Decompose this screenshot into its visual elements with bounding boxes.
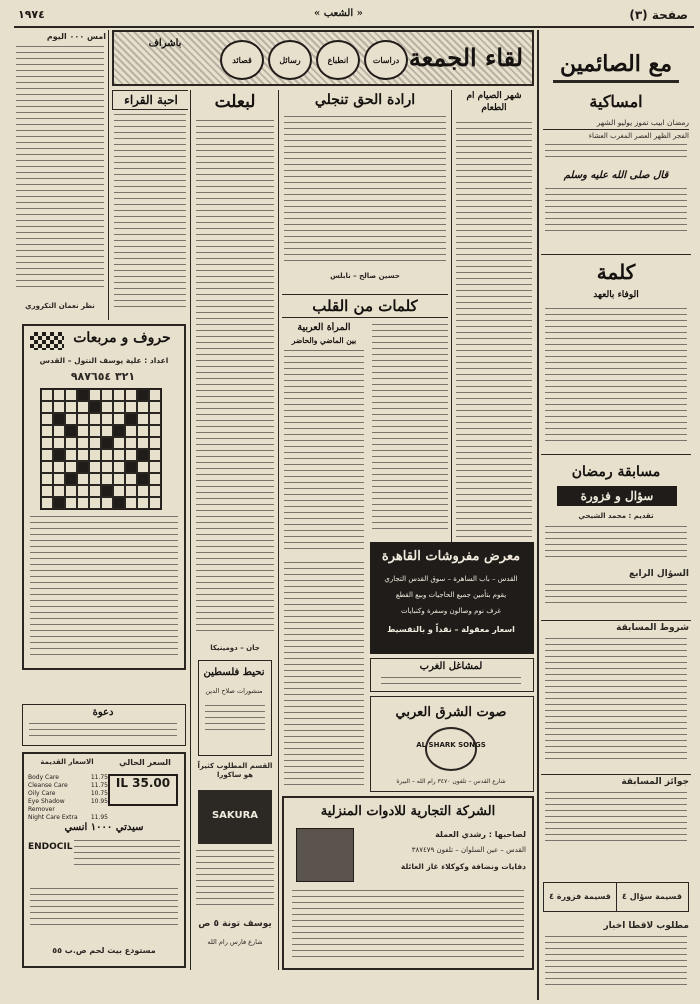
crossword-cell (113, 473, 125, 485)
crossword-cell (137, 485, 149, 497)
sakura-box (198, 790, 272, 844)
company-title: الشركة التجارية للادوات المنزلية (320, 804, 496, 819)
crossword-cell (65, 437, 77, 449)
prayer-header: الفجر الظهر العصر المغرب العشاء (588, 132, 689, 140)
crossword-cell (89, 389, 101, 401)
clothes-title: لمشاغل الغرب (419, 661, 483, 672)
crossword-cell (41, 461, 53, 473)
crossword-cell (113, 413, 125, 425)
masthead-rule (14, 26, 694, 28)
price-ad (22, 752, 186, 968)
crossword-cell (113, 497, 125, 509)
center-bottom-text (284, 562, 364, 790)
column-divider (537, 30, 539, 1000)
book-text (205, 705, 265, 745)
crossword-cell (149, 389, 161, 401)
crossword-cell (137, 413, 149, 425)
invite-text (29, 723, 177, 743)
dist-text (30, 888, 178, 938)
crossword-cell (41, 401, 53, 413)
crossword-cell (53, 413, 65, 425)
crossword-cell (137, 449, 149, 461)
price-row: Oily Care 10.75 (28, 790, 108, 797)
crossword-cell (41, 497, 53, 509)
sakura-price: يوسف تونة ٥ ص (198, 919, 272, 929)
contest-title: مسابقة رمضان (571, 464, 661, 480)
friday-banner (112, 30, 534, 86)
crossword-cell (41, 425, 53, 437)
crossword-cell (53, 449, 65, 461)
crossword-cell (125, 413, 137, 425)
sakura-brand: SAKURA (211, 810, 259, 821)
crossword-cell (113, 389, 125, 401)
price-row: Body Care 11.75 (28, 774, 108, 781)
crossword-grid (40, 388, 162, 510)
issue-date: ١٩٧٤ (18, 8, 45, 21)
price-row: Night Care Extra 11.95 (28, 814, 108, 821)
records-ad (370, 696, 534, 792)
endocil-logo: ENDOCIL (28, 842, 73, 852)
heart-title: كلمات من القلب (282, 294, 448, 318)
crossword-cell (125, 425, 137, 437)
imsakiya-title: امساكية (589, 92, 643, 111)
crossword-cell (113, 425, 125, 437)
will-title: ارادة الحق تنجلي (314, 92, 416, 108)
old-prices-label: الاسعار القديمة (40, 758, 94, 766)
banner-circle: انطباع (316, 40, 360, 80)
crossword-cell (137, 461, 149, 473)
crossword-cell (149, 413, 161, 425)
crossword-cell (149, 425, 161, 437)
crossword-cell (137, 473, 149, 485)
crossword-cell (77, 425, 89, 437)
crossword-cell (125, 437, 137, 449)
crossword-cell (53, 389, 65, 401)
wanted-title: مطلوب لاقطا اخبار (603, 921, 689, 931)
crossword-cell (41, 473, 53, 485)
crossword-cell (77, 437, 89, 449)
crossword-cell (65, 473, 77, 485)
book-ad (198, 660, 272, 756)
ramadan-headline: شهر الصيام ام الطعام (466, 91, 522, 113)
crossword-author: اعداد : علية يوسف النتول – القدس (39, 356, 169, 365)
book-line: منشورات صلاح الدين (205, 687, 263, 695)
crossword-cell (89, 437, 101, 449)
invite-box (22, 704, 186, 746)
crossword-cell (89, 449, 101, 461)
crossword-cell (53, 461, 65, 473)
crossword-cell (113, 437, 125, 449)
crossword-clues (30, 516, 178, 664)
col5-text (16, 46, 104, 296)
crossword-cell (65, 425, 77, 437)
price-row: Eye Shadow Remover 10.95 (28, 798, 108, 813)
crossword-cell (53, 437, 65, 449)
women-text (284, 350, 364, 556)
crossword-cell (89, 473, 101, 485)
company-text (292, 890, 524, 966)
crossword-cell (53, 473, 65, 485)
crossword-cell (149, 437, 161, 449)
sakura-address: شارع فارس رام الله (207, 938, 263, 946)
crossword-cell (137, 497, 149, 509)
crossword-cell (65, 497, 77, 509)
ramadan-article (454, 90, 534, 560)
crossword-cell (77, 473, 89, 485)
crossword-cell (101, 413, 113, 425)
company-address: القدس – عين السلوان – تلفون ٣٨٧٤٧٩ (411, 846, 526, 854)
crossword-cell (41, 437, 53, 449)
crossword-cell (137, 437, 149, 449)
kalima-title: كلمة (596, 260, 636, 284)
crossword-cell (137, 401, 149, 413)
banner-circle: دراسات (364, 40, 408, 80)
distributor: مستودع بيت لحم ص.ب ٥٥ (52, 946, 156, 955)
banner-circle: رسائل (268, 40, 312, 80)
coupon-box (543, 882, 689, 912)
crossword-cell (41, 449, 53, 461)
crossword-cell (101, 401, 113, 413)
crossword-cell (77, 389, 89, 401)
crossword-cell (65, 413, 77, 425)
crossword-cell (89, 401, 101, 413)
crossword-cell (125, 473, 137, 485)
crossword-cell (125, 497, 137, 509)
crossword-checker (30, 332, 64, 350)
col3-title: لبعلت (214, 92, 256, 112)
crossword-numbers: ٣٢١ ٩٨٧٦٥٤ (70, 370, 136, 383)
records-address: شارع القدس – تلفون ٣٤٧٠ رام الله – البيرة (396, 778, 506, 785)
col4-text (114, 114, 186, 314)
conditions-title: شروط المسابقة (616, 623, 689, 633)
contest-text (545, 526, 687, 566)
crossword-cell (125, 401, 137, 413)
crossword-cell (65, 401, 77, 413)
crossword-cell (149, 485, 161, 497)
records-emblem (425, 727, 477, 771)
crossword-cell (113, 401, 125, 413)
column-four (112, 90, 188, 320)
banner-title: لقاء الجمعة (408, 43, 524, 72)
women-article (282, 322, 366, 558)
book-title: نحيط فلسطين (203, 667, 265, 678)
prayer-table (545, 144, 687, 168)
crossword-cell (89, 413, 101, 425)
women-subtitle: بين الماضي والحاضر (291, 336, 357, 345)
banner-supervision: باشراف (148, 38, 182, 49)
crossword-cell (41, 389, 53, 401)
crossword-cell (65, 485, 77, 497)
crossword-cell (65, 389, 77, 401)
col5-header: امس ٠٠٠ اليوم (46, 32, 106, 41)
paper-name: « الشعب » (314, 8, 363, 19)
hadith-text (545, 188, 687, 248)
crossword-cell (89, 497, 101, 509)
sakura-text (196, 850, 274, 920)
contest-banner: سؤال و فزورة (557, 486, 677, 506)
crossword-cell (89, 425, 101, 437)
crossword-cell (125, 485, 137, 497)
months-row: رمضان ابيب تموز يوليو الشهر (543, 118, 689, 130)
company-stock: دفايات ونضافة وكوكلاء غاز العائلة (400, 862, 526, 871)
divider (108, 30, 109, 320)
prizes-title: جوائز المسابقة (621, 777, 689, 787)
column-five (14, 30, 106, 320)
fasting-logo: مع الصائمين (543, 50, 689, 90)
hadith-title: قال صلى الله عليه وسلم (563, 170, 669, 181)
records-en: AL SHARK SONGS (416, 741, 486, 749)
crossword-cell (53, 497, 65, 509)
col4-title: احبة القراء (112, 90, 188, 110)
product-name: سيدتي ١٠٠٠ انسي (64, 822, 144, 833)
clothes-text (381, 677, 521, 691)
crossword-cell (101, 485, 113, 497)
carpets-ad (370, 542, 534, 654)
crossword-cell (113, 461, 125, 473)
crossword-cell (137, 389, 149, 401)
right-column (541, 30, 693, 1000)
column-three (194, 90, 276, 970)
crossword-cell (101, 461, 113, 473)
crossword-cell (77, 449, 89, 461)
crossword-cell (125, 389, 137, 401)
crossword-cell (41, 413, 53, 425)
crossword-cell (149, 473, 161, 485)
crossword-cell (77, 461, 89, 473)
divider (190, 90, 191, 970)
crossword-cell (77, 497, 89, 509)
divider (278, 90, 279, 970)
crossword-cell (77, 413, 89, 425)
crossword-cell (53, 485, 65, 497)
crossword-box (22, 324, 186, 670)
contest-author: تقديم : محمد الشيحي (578, 512, 654, 520)
carpets-line: القدس – باب الساهرة – سوق القدس التجاري (384, 575, 518, 583)
col3-author: جان – دومينيكا (210, 644, 260, 652)
crossword-cell (125, 461, 137, 473)
price-row: Cleanse Care 11.75 (28, 782, 108, 789)
coupon-question: قسيمة سؤال ٤ (622, 892, 682, 901)
clothes-ad (370, 658, 534, 692)
records-title: صوت الشرق العربي (395, 705, 507, 720)
kalima-subtitle: الوفاء بالعهد (593, 290, 639, 300)
will-text (284, 116, 446, 266)
carpets-line: يقوم بتأمين جميع الحاجيات وبيع القطع (395, 591, 507, 599)
crossword-cell (77, 485, 89, 497)
question-text (545, 584, 687, 614)
crossword-cell (101, 437, 113, 449)
masthead (14, 4, 690, 26)
crossword-cell (101, 389, 113, 401)
crossword-cell (101, 425, 113, 437)
sakura-headline: القسم المطلوب كثيراً هو ساكورا (197, 762, 273, 779)
crossword-cell (113, 485, 125, 497)
crossword-cell (149, 401, 161, 413)
crossword-cell (137, 425, 149, 437)
conditions-text (545, 638, 687, 768)
crossword-cell (125, 449, 137, 461)
crossword-cell (113, 449, 125, 461)
carpets-line: اسعار معقولة – نقداً و بالتقسيط (387, 625, 515, 634)
crossword-cell (149, 461, 161, 473)
crossword-cell (53, 401, 65, 413)
crossword-cell (65, 461, 77, 473)
crossword-cell (53, 425, 65, 437)
carpets-title: معرض مفروشات القاهرة (381, 549, 521, 564)
will-article (282, 90, 448, 290)
crossword-title: حروف و مربعات (73, 330, 171, 346)
crossword-cell (101, 449, 113, 461)
crossword-cell (149, 497, 161, 509)
company-ad (282, 796, 534, 970)
ramadan-text (456, 122, 532, 542)
crossword-cell (101, 497, 113, 509)
center-bottom-article (282, 560, 366, 792)
banner-circle: قصائد (220, 40, 264, 80)
divider (451, 90, 452, 560)
col5-author: نظر نعمان التكروري (25, 302, 95, 310)
will-author: حسين صالح – نابلس (330, 272, 400, 280)
kalima-text (545, 308, 687, 448)
heart-text (372, 324, 448, 534)
price-label: السعر الحالي (119, 758, 171, 767)
crossword-cell (101, 473, 113, 485)
heart-article (370, 322, 450, 558)
question-four: السؤال الرابع (629, 569, 689, 579)
crossword-cell (41, 485, 53, 497)
invite-title: دعوة (92, 707, 114, 718)
product-text (74, 840, 180, 880)
price-value: IL 35.00 (108, 774, 178, 806)
crossword-cell (65, 449, 77, 461)
crossword-cell (89, 461, 101, 473)
wanted-text (545, 936, 687, 996)
page-label: صفحة (٣) (629, 8, 688, 22)
crossword-cell (149, 449, 161, 461)
company-owner: لصاحبها : رشدي العملة (435, 830, 526, 839)
price-list (28, 774, 108, 822)
crossword-cell (89, 485, 101, 497)
crossword-cell (77, 401, 89, 413)
carpets-line: غرف نوم وصالون وسفرة وكنبايات (401, 607, 501, 615)
women-title: المرأة العربية (297, 322, 351, 333)
banner-circles (218, 40, 408, 78)
company-photo (296, 828, 354, 882)
prizes-text (545, 792, 687, 852)
col3-text (196, 120, 274, 640)
coupon-riddle: قسيمة فزورة ٤ (549, 892, 611, 901)
